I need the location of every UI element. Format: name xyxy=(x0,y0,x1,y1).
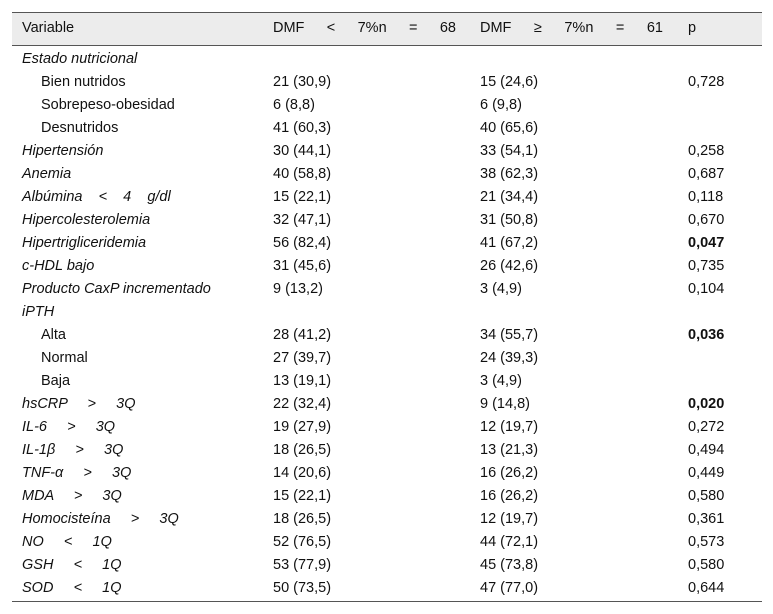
cell-group2: 12 (19,7) xyxy=(480,511,539,527)
cell-group2: 44 (72,1) xyxy=(480,534,539,550)
table-row xyxy=(12,255,762,278)
table-row xyxy=(12,278,762,301)
cell-group2: 26 (42,6) xyxy=(480,258,539,274)
header-group2-token: 61 xyxy=(646,20,663,36)
cell-p-value: 0,258 xyxy=(688,143,725,159)
cell-group1: 14 (20,6) xyxy=(273,465,332,481)
cell-group1: 15 (22,1) xyxy=(273,488,332,504)
cell-group1: 18 (26,5) xyxy=(273,442,332,458)
cell-group1: 40 (58,8) xyxy=(273,166,332,182)
cell-group1: 6 (8,8) xyxy=(273,97,315,113)
cell-group1: 28 (41,2) xyxy=(273,327,332,343)
table-row xyxy=(12,117,762,140)
cell-group1: 32 (47,1) xyxy=(273,212,332,228)
cell-group2: 16 (26,2) xyxy=(480,488,539,504)
cell-group1: 18 (26,5) xyxy=(273,511,332,527)
header-variable: Variable xyxy=(22,20,75,36)
row-label: Normal xyxy=(41,350,88,366)
cell-p-value: 0,670 xyxy=(688,212,725,228)
cell-p-value: 0,047 xyxy=(688,235,725,251)
table-row xyxy=(12,163,762,186)
row-label: Albúmina < 4 g/dl xyxy=(22,189,171,205)
table-row xyxy=(12,71,762,94)
row-label: Producto CaxP incrementado xyxy=(22,281,211,297)
row-label: iPTH xyxy=(22,304,55,320)
cell-p-value: 0,644 xyxy=(688,580,725,596)
cell-group1: 41 (60,3) xyxy=(273,120,332,136)
cell-group2: 13 (21,3) xyxy=(480,442,539,458)
row-label: SOD < 1Q xyxy=(22,580,122,596)
table-header xyxy=(12,12,762,46)
cell-p-value: 0,580 xyxy=(688,557,725,573)
cell-group2: 3 (4,9) xyxy=(480,373,522,389)
cell-group1: 13 (19,1) xyxy=(273,373,332,389)
cell-group1: 31 (45,6) xyxy=(273,258,332,274)
cell-group2: 47 (77,0) xyxy=(480,580,539,596)
cell-p-value: 0,580 xyxy=(688,488,725,504)
header-p: p xyxy=(688,20,697,36)
data-table xyxy=(12,12,762,602)
cell-p-value: 0,020 xyxy=(688,396,725,412)
table-row xyxy=(12,416,762,439)
cell-p-value: 0,272 xyxy=(688,419,725,435)
cell-group2: 24 (39,3) xyxy=(480,350,539,366)
table-row xyxy=(12,370,762,393)
cell-p-value: 0,494 xyxy=(688,442,725,458)
cell-p-value: 0,687 xyxy=(688,166,725,182)
cell-group1: 19 (27,9) xyxy=(273,419,332,435)
row-label: MDA > 3Q xyxy=(22,488,122,504)
table-row xyxy=(12,531,762,554)
table-row xyxy=(12,232,762,255)
row-label: Desnutridos xyxy=(41,120,119,136)
header-group1-token: < xyxy=(326,20,336,36)
row-label: IL-1β > 3Q xyxy=(22,442,124,458)
cell-group2: 12 (19,7) xyxy=(480,419,539,435)
header-group2-token: DMF xyxy=(480,20,512,36)
cell-group1: 9 (13,2) xyxy=(273,281,323,297)
row-label: GSH < 1Q xyxy=(22,557,122,573)
cell-p-value: 0,036 xyxy=(688,327,725,343)
header-group2-token: 7%n xyxy=(564,20,594,36)
cell-group2: 34 (55,7) xyxy=(480,327,539,343)
table-row xyxy=(12,485,762,508)
row-label: Estado nutricional xyxy=(22,51,138,67)
cell-group1: 27 (39,7) xyxy=(273,350,332,366)
row-label: TNF-α > 3Q xyxy=(22,465,132,481)
table-row xyxy=(12,94,762,117)
row-label: Bien nutridos xyxy=(41,74,126,90)
cell-group1: 30 (44,1) xyxy=(273,143,332,159)
cell-p-value: 0,728 xyxy=(688,74,725,90)
row-label: IL-6 > 3Q xyxy=(22,419,116,435)
table-row xyxy=(12,347,762,370)
table-row xyxy=(12,554,762,577)
table-row xyxy=(12,324,762,347)
cell-group2: 6 (9,8) xyxy=(480,97,522,113)
row-label: NO < 1Q xyxy=(22,534,112,550)
table-row xyxy=(12,140,762,163)
cell-group2: 9 (14,8) xyxy=(480,396,530,412)
row-label: c-HDL bajo xyxy=(22,258,95,274)
row-label: Hipertrigliceridemia xyxy=(22,235,147,251)
row-label: Hipertensión xyxy=(22,143,104,159)
row-label: Anemia xyxy=(22,166,72,182)
cell-group2: 38 (62,3) xyxy=(480,166,539,182)
cell-group2: 33 (54,1) xyxy=(480,143,539,159)
header-group1-token: 68 xyxy=(439,20,456,36)
row-label: Alta xyxy=(41,327,66,343)
header-group1 xyxy=(273,13,456,43)
table-row xyxy=(12,508,762,531)
table-row xyxy=(12,462,762,485)
header-group1-token: = xyxy=(409,20,418,36)
row-label: Baja xyxy=(41,373,71,389)
cell-group1: 21 (30,9) xyxy=(273,74,332,90)
table-body xyxy=(12,46,762,602)
cell-p-value: 0,449 xyxy=(688,465,725,481)
table-row xyxy=(12,393,762,416)
cell-group1: 22 (32,4) xyxy=(273,396,332,412)
cell-group2: 45 (73,8) xyxy=(480,557,539,573)
cell-group2: 21 (34,4) xyxy=(480,189,539,205)
cell-p-value: 0,361 xyxy=(688,511,725,527)
cell-group2: 40 (65,6) xyxy=(480,120,539,136)
table-row xyxy=(12,301,762,324)
table-row xyxy=(12,48,762,71)
cell-group1: 56 (82,4) xyxy=(273,235,332,251)
cell-p-value: 0,735 xyxy=(688,258,725,274)
cell-group1: 52 (76,5) xyxy=(273,534,332,550)
table-row xyxy=(12,186,762,209)
header-group1-token: DMF xyxy=(273,20,305,36)
cell-group2: 3 (4,9) xyxy=(480,281,522,297)
row-label: Homocisteína > 3Q xyxy=(22,511,179,527)
cell-p-value: 0,118 xyxy=(688,189,724,205)
table-row xyxy=(12,577,762,600)
cell-group2: 31 (50,8) xyxy=(480,212,539,228)
cell-group2: 16 (26,2) xyxy=(480,465,539,481)
row-label: Sobrepeso-obesidad xyxy=(41,97,175,113)
cell-group2: 41 (67,2) xyxy=(480,235,539,251)
row-label: Hipercolesterolemia xyxy=(22,212,151,228)
header-group2 xyxy=(480,13,663,43)
cell-group1: 53 (77,9) xyxy=(273,557,332,573)
cell-group1: 15 (22,1) xyxy=(273,189,332,205)
header-group1-token: 7%n xyxy=(357,20,387,36)
cell-group2: 15 (24,6) xyxy=(480,74,539,90)
cell-group1: 50 (73,5) xyxy=(273,580,332,596)
header-group2-token: ≥ xyxy=(533,20,542,36)
cell-p-value: 0,104 xyxy=(688,281,725,297)
row-label: hsCRP > 3Q xyxy=(22,396,136,412)
table-row xyxy=(12,439,762,462)
table-row xyxy=(12,209,762,232)
cell-p-value: 0,573 xyxy=(688,534,725,550)
header-group2-token: = xyxy=(615,20,625,36)
